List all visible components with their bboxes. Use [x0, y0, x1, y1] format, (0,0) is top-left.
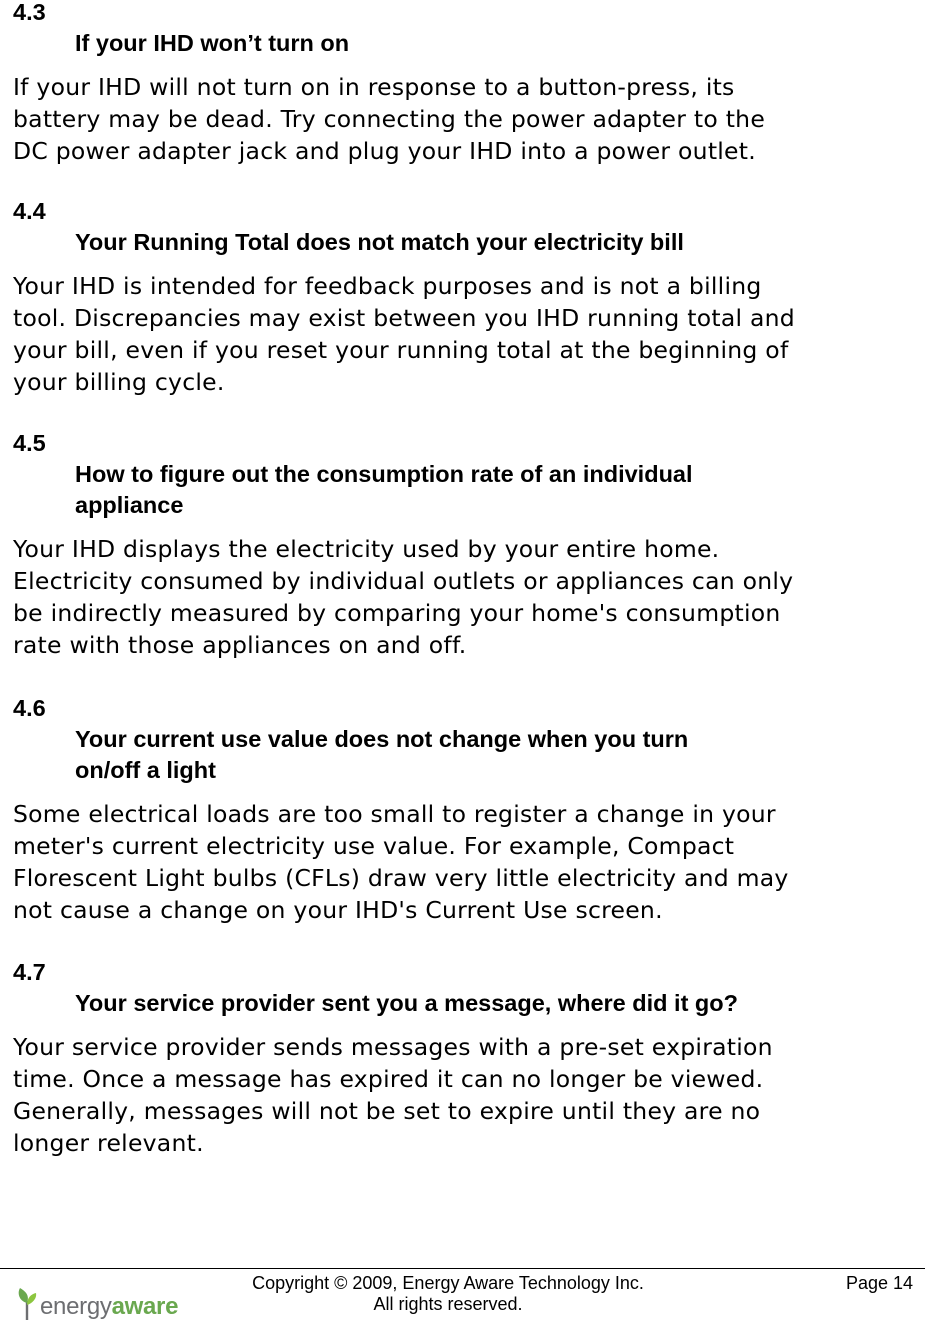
page-footer — [0, 1268, 925, 1322]
page-number: Page 14 — [845, 1273, 913, 1293]
section-4-3 — [13, 0, 765, 167]
copyright-notice — [198, 1273, 698, 1315]
section-paragraph: If your IHD will not turn on in response to a button-press, its battery may be dead. Try connecting the power adapter to the DC power adapter jack and plug your IHD into a power outlet. — [13, 73, 766, 165]
section-title: How to figure out the consumption rate of an individual appliance — [75, 461, 693, 518]
section-title: Your current use value does not change when you turn on/off a light — [75, 726, 689, 783]
copyright-line: Copyright © 2009, Energy Aware Technology Inc. — [252, 1273, 644, 1293]
section-title: If your IHD won’t turn on — [75, 30, 350, 56]
energyaware-logo — [16, 1281, 186, 1321]
section-paragraph: Your service provider sends messages with a pre-set expiration time. Once a message has expired it can no longer be viewed. Generally, messages will not be set to expire until they are no longer relevant. — [13, 1033, 773, 1157]
section-paragraph: Your IHD displays the electricity used by your entire home. Electricity consumed by individual outlets or appliances can only be indirectly measured by comparing your home's consumption rate with those appliances on and off. — [13, 535, 794, 659]
section-4-4 — [13, 196, 795, 398]
section-4-5 — [13, 428, 793, 661]
section-heading — [13, 693, 789, 786]
section-title: Your service provider sent you a message, where did it go? — [75, 990, 738, 1016]
section-4-6 — [13, 693, 789, 926]
section-number: 4.4 — [13, 198, 46, 224]
section-4-7 — [13, 957, 773, 1159]
section-heading — [13, 196, 795, 258]
section-number: 4.7 — [13, 959, 46, 985]
section-number: 4.5 — [13, 430, 46, 456]
section-heading — [13, 957, 773, 1019]
section-number: 4.3 — [13, 0, 46, 25]
section-number: 4.6 — [13, 695, 46, 721]
section-paragraph: Some electrical loads are too small to register a change in your meter's current electricity use value. For example, Compact Florescent Light bulbs (CFLs) draw very little electricity and may not cause a change on your IHD's Current Use screen. — [13, 800, 789, 924]
section-heading — [13, 428, 793, 521]
rights-line: All rights reserved. — [373, 1294, 523, 1314]
section-paragraph: Your IHD is intended for feedback purposes and is not a billing tool. Discrepancies may exist between you IHD running total and your bill, even if you reset your running total at the beginning of your billing cycle. — [13, 272, 795, 396]
logo-wordmark: energyaware — [40, 1293, 179, 1320]
section-heading — [13, 0, 765, 59]
leaf-icon — [16, 1287, 38, 1321]
section-title: Your Running Total does not match your electricity bill — [75, 229, 684, 255]
